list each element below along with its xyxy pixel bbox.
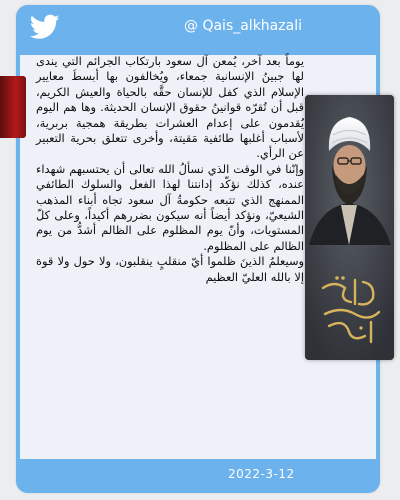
tweet-paragraph: وإنّنا في الوقت الذي نسألُ الله تعالى أن يحتسبهم شهداء عنده، كذلك نؤكّد إدانتنا لهذا الفعل والسلوك الطائفي الممنهج الذي تتبعه حكومةُ آل سعود تجاه أبناء المذهب الشيعيّ، ونؤكد أيضاً أنه سيكون بضررهم أكيداً، وعلى كلّ المستويات، وأنّ يوم المظلوم على الظالم أشدُّ من يوم الظالم على المظلوم. [36,161,304,253]
twitter-handle[interactable]: @ Qais_alkhazali [184,18,302,34]
tweet-paragraph: وسيعلمُ الذينَ ظلموا أيّ منقلبٍ ينقلبون، ولا حول ولا قوة إلا بالله العليّ العظيم [36,254,304,284]
tweet-date: 2022-3-12 [228,467,295,481]
tweet-body [36,54,304,285]
calligraphy-signature [315,270,387,350]
twitter-bird-icon [30,14,60,40]
red-decorative-accent [0,76,26,138]
tweet-paragraph: يوماً بعد آخر، يُمعن آل سعود بارتكاب الجرائم التي يندى لها جبينُ الإنسانية جمعاء، ويُخالفون بها أبسطَ معايير الإسلام الذي كفل للإنسان حقَّه بالحياة والعيش الكريم، قبل أن تُقرّه قوانينُ حقوق الإنسان الحديثة. وها هم اليوم يُقدمون على إعدام العشرات بطريقة همجية بربرية، لأسباب أغلبها طائفية مَقيتة، وأخرى تتعلق بحرية التعبير عن الرأي. [36,54,304,161]
